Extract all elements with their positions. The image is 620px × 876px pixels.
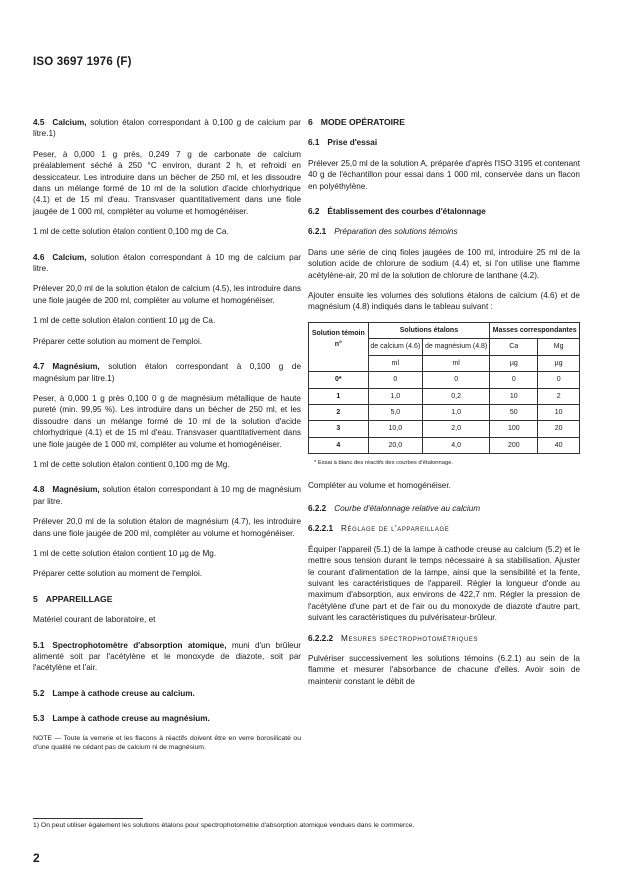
col-header-calcium: de calcium (4.6) [368,339,422,355]
section-title: Préparation des solutions témoins [334,227,458,237]
section-number: 5 [33,593,38,604]
section-title: MODE OPÉRATOIRE [320,117,405,127]
col-header-masses: Masses correspondantes [490,322,580,338]
paragraph: Ajouter ensuite les volumes des solutions étalons de calcium (4.6) et de magnésium (4.8) indiqués dans le tableau suivant : [308,291,580,312]
table-cell: 50 [490,404,538,420]
paragraph: Préparer cette solution au moment de l'emploi. [33,569,203,579]
table-cell: 4 [309,437,369,453]
table-cell: 5,0 [368,404,422,420]
note: NOTE — Toute la verrerie et les flacons à réactifs doivent être en verre borosilicaté ou d'une qualité ne cédant pas de calcium ni de magnésium. [33,734,301,751]
table-cell: 20 [538,421,580,437]
paragraph: Peser, à 0,000 1 g près 0,100 0 g de magnésium métallique de haute pureté (min. 99,95 %). Les introduire dans un bécher de 250 ml, et les dissoudre dans un mélange formé de 10 ml de la solution d'acide chlorhydrique (4.1) et de 15 ml d'eau. Transvaser quantitativement dans une fiole jaugée de 1 000 ml, compléter au volume et homogénéiser. [33,393,301,449]
paragraph: Prélever 20,0 ml de la solution étalon de calcium (4.5), les introduire dans une fiole jaugée de 200 ml, compléter au volume et homogénéiser. [33,284,301,305]
section-number: 6.2.1 [308,227,327,237]
section-title: Réglage de l'appareillage [341,524,450,534]
section-title: Magnésium, [52,362,100,372]
section-number: 6.2.2.1 [308,524,334,534]
table-footnote: * Essai à blanc des réactifs des courbes d'étalonnage. [314,460,454,467]
section-number: 5.1 [33,640,45,650]
col-header-mass-mg: Mg [538,339,580,355]
section-title-rest: solution étalon correspondant à 0,100 g de magnésium par litre.1) [33,362,301,383]
paragraph: Prélever 25,0 ml de la solution A, préparée d'après l'ISO 3195 et contenant 40 g de l'échantillon pour essai dans 1 000 ml, conservée dans un flacon en polyéthylène. [308,158,580,191]
section-title: Lampe à cathode creuse au magnésium. [52,714,210,724]
paragraph: Matériel courant de laboratoire, et [33,615,156,625]
table-cell: 2 [538,388,580,404]
table-cell: 0 [423,372,490,388]
table-cell: 100 [490,421,538,437]
table-cell: 0,2 [423,388,490,404]
section-4-6 [33,252,301,275]
table-cell: 2,0 [423,421,490,437]
section-title-rest: solution étalon correspondant à 10 mg de magnésium par litre. [33,485,301,506]
section-number: 6.1 [308,138,320,148]
section-number: 6 [308,117,313,127]
table-row [309,437,580,453]
paragraph: 1 ml de cette solution étalon contient 0,100 mg de Ca. [33,227,229,237]
table-cell: 40 [538,437,580,453]
section-number: 6.2 [308,207,320,217]
section-number: 6.2.2.2 [308,633,334,643]
section-title: Courbe d'étalonnage relative au calcium [334,503,481,513]
page-footnote: 1) On peut utiliser également les solutions étalons pour spectrophotométrie d'absorption atomique vendues dans le commerce. [33,822,415,829]
section-title: Établissement des courbes d'étalonnage [327,207,486,217]
paragraph: Compléter au volume et homogénéiser. [308,480,451,490]
table-cell: 0 [490,372,538,388]
section-5-heading [33,594,301,605]
calibration-table [308,322,580,454]
table-cell: 1,0 [423,404,490,420]
section-title: APPAREILLAGE [45,593,113,604]
section-number: 4.5 [33,118,45,127]
table-cell: 4,0 [423,437,490,453]
section-4-7 [33,361,301,384]
paragraph: Pulvériser successivement les solutions témoins (6.2.1) au sein de la flamme et mesurer l'absorbance de chacune d'elles. Avoir soin de maintenir constant le débit de [308,654,580,686]
section-title: Spectrophotomètre d'absorption atomique, [52,640,227,650]
table-cell: 2 [309,404,369,420]
paragraph: 1 ml de cette solution étalon contient 0,100 mg de Mg. [33,459,230,469]
paragraph: Équiper l'appareil (5.1) de la lampe à cathode creuse au calcium (5.2) et le mettre sous tension durant le temps nécessaire à sa stabilisation. Ajuster le courant d'alimentation de la lampe, ainsi que la sensibilité et la fente, suivant les caractéristiques de l'appareil. Régler la longueur d'onde au maximum d'absorption, aux environs de 422,7 nm. Régler la pression de l'acétylène d'une part et de l'air ou du monoxyde de diazote d'autre part, suivant les caractéristiques du pulvérisateur-brûleur. [308,544,580,623]
section-number: 6.2.2 [308,503,327,513]
footnote-divider [33,818,143,819]
section-number: 4.8 [33,485,45,495]
table-cell: 0 [368,372,422,388]
unit-cell: ml [368,355,422,371]
unit-cell: ml [423,355,490,371]
paragraph: Préparer cette solution au moment de l'emploi. [33,336,203,346]
section-6-2 [308,206,580,217]
section-title: Prise d'essai [327,138,378,148]
section-6-2-2-1 [308,523,580,534]
section-5-1 [33,640,301,674]
col-header-temoin: Solution témoin n° [309,322,369,355]
section-title-rest: muni d'un brûleur alimenté soit par l'acétylène et le monoxyde de diazote, soit par l'acétylène et l'air. [33,640,302,673]
table-row [309,372,580,388]
section-number: 4.6 [33,252,45,262]
section-title: Magnésium, [52,485,100,495]
section-5-3 [33,713,301,724]
col-header-mass-ca: Ca [490,339,538,355]
section-6-2-2-2 [308,633,580,644]
section-6-2-1 [308,226,580,237]
section-6-2-2 [308,503,580,514]
section-title: Mesures spectrophotométriques [341,633,479,643]
table-cell: 10,0 [368,421,422,437]
section-title: Calcium, [52,252,87,262]
table-cell: 10 [538,404,580,420]
paragraph: 1 ml de cette solution étalon contient 10 µg de Mg. [33,548,217,558]
right-column [308,117,580,696]
table-cell: 10 [490,388,538,404]
paragraph: 1 ml de cette solution étalon contient 10 µg de Ca. [33,316,216,326]
paragraph: Dans une série de cinq fioles jaugées de 100 ml, introduire 25 ml de la solution acide de chlorure de sodium (4.4) et, si l'on utilise une flamme acétylène-air, 20 ml de la solution de chlorure de lanthane (4.2). [308,247,580,280]
table-cell: 3 [309,421,369,437]
section-title-rest: solution étalon correspondant à 0,100 g de calcium par litre.1) [33,118,301,139]
table-cell: 0* [309,372,369,388]
section-number: 5.3 [33,714,45,724]
section-4-8 [33,484,301,507]
table-cell: 20,0 [368,437,422,453]
paragraph: Prélever 20,0 ml de la solution étalon de magnésium (4.7), les introduire dans une fiole jaugée de 200 ml, compléter au volume et homogénéiser. [33,517,301,538]
document-header: ISO 3697 1976 (F) [33,56,132,68]
paragraph: Peser, à 0,000 1 g près, 0,249 7 g de carbonate de calcium préalablement séché à 250 °C environ, durant 2 h, et refroidi en dessiccateur. Les introduire dans un bécher de 250 ml, et les dissoudre dans un mélange formé de 10 ml de la solution d'acide chlorhydrique (4.1) et de 15 ml d'eau. Transvaser quantitativement dans une fiole jaugée de 1 000 ml, compléter au volume et homogénéiser. [33,149,301,216]
section-number: 5.2 [33,688,45,698]
section-title-rest: solution étalon correspondant à 10 mg de calcium par litre. [33,252,301,274]
table-row [309,388,580,404]
table-cell: 0 [538,372,580,388]
section-5-2 [33,688,301,699]
left-column [33,117,301,761]
table-cell: 1,0 [368,388,422,404]
table-cell: 1 [309,388,369,404]
section-title: Calcium, [52,118,87,127]
table-cell: 200 [490,437,538,453]
section-4-5 [33,117,301,140]
unit-cell: µg [538,355,580,371]
section-6-1 [308,137,580,148]
section-title: Lampe à cathode creuse au calcium. [52,688,195,698]
col-header-magnesium: de magnésium (4.8) [423,339,490,355]
unit-cell-empty [309,355,369,371]
unit-cell: µg [490,355,538,371]
section-number: 4.7 [33,362,45,372]
col-header-solutions: Solutions étalons [368,322,490,338]
page-number: 2 [33,851,40,865]
table-row [309,421,580,437]
section-6-heading [308,117,580,128]
table-row [309,404,580,420]
